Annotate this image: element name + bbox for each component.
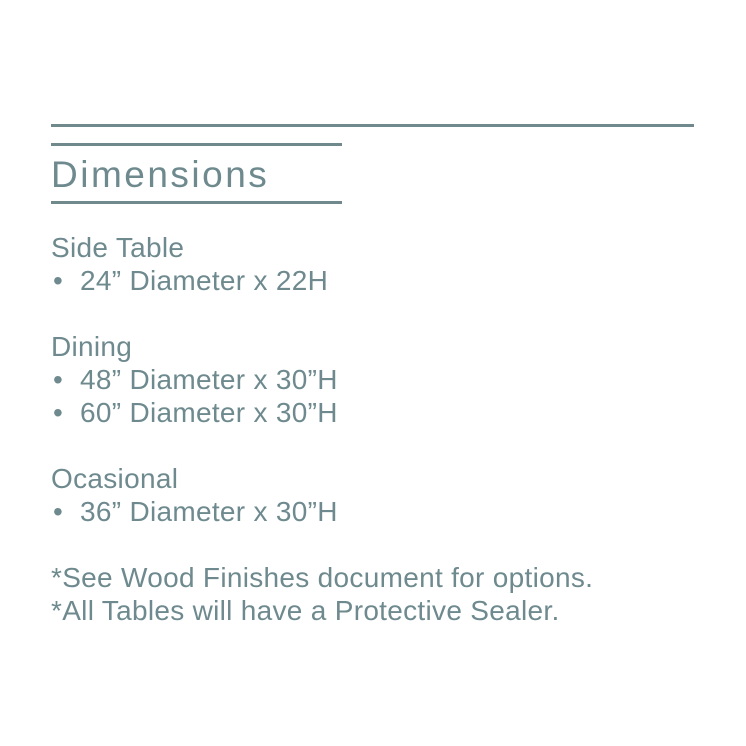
section-gap <box>51 297 711 330</box>
section-gap <box>51 429 711 462</box>
list-item-text: 48” Diameter x 30”H <box>80 364 338 395</box>
list-item <box>51 396 711 429</box>
footnote-finishes: *See Wood Finishes document for options. <box>51 562 594 593</box>
section-heading: Ocasional <box>51 463 179 494</box>
bullet-icon: • <box>53 496 64 527</box>
bullet-icon: • <box>53 265 64 296</box>
list-item-text: 36” Diameter x 30”H <box>80 496 338 527</box>
list-item <box>51 264 711 297</box>
section-gap <box>51 528 711 561</box>
footnote-sealer: *All Tables will have a Protective Sealer. <box>51 595 560 626</box>
list-item <box>51 495 711 528</box>
bullet-icon: • <box>53 364 64 395</box>
section-heading: Dining <box>51 331 133 362</box>
dimensions-content <box>51 231 711 627</box>
list-item-text: 60” Diameter x 30”H <box>80 397 338 428</box>
title-underline <box>51 201 342 204</box>
section-heading: Side Table <box>51 232 185 263</box>
bullet-icon: • <box>53 397 64 428</box>
section-dining <box>51 330 711 429</box>
section-ocasional <box>51 462 711 528</box>
page-title: Dimensions <box>51 154 270 195</box>
title-overline <box>51 143 342 146</box>
list-item <box>51 363 711 396</box>
section-side-table <box>51 231 711 297</box>
top-divider-line <box>51 124 694 127</box>
list-item-text: 24” Diameter x 22H <box>80 265 329 296</box>
